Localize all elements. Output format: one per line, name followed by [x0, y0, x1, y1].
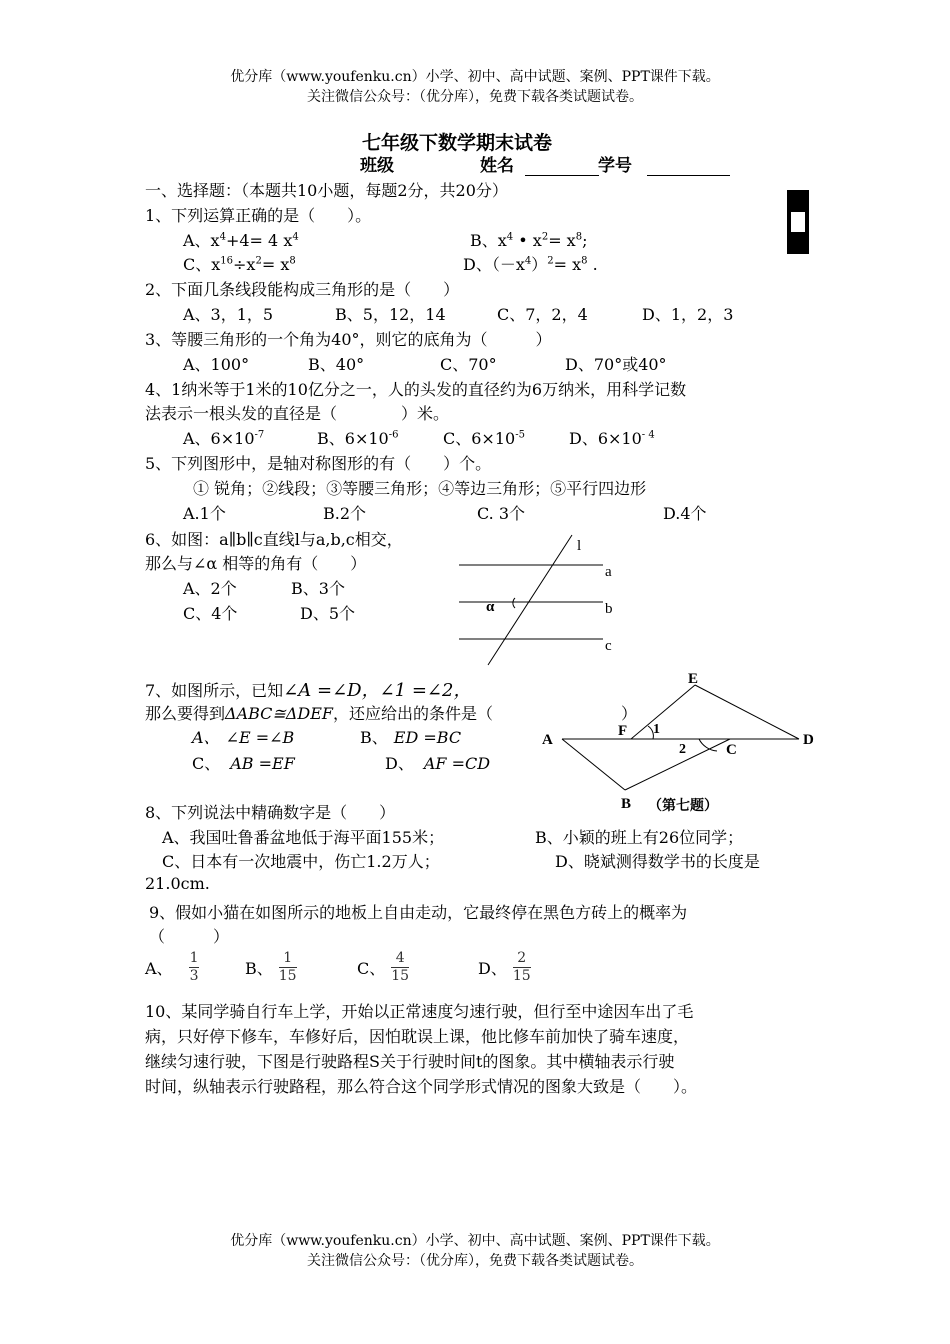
- line-l: [488, 535, 572, 665]
- q5-option-b: B.2个: [323, 504, 367, 523]
- label-b: b: [605, 601, 613, 617]
- q10-line-4: 时间，纵轴表示行驶路程，那么符合这个同学形式情况的图象大致是（ ）。: [145, 1077, 698, 1096]
- label-B: B: [621, 796, 632, 812]
- q7-option-b: B、 ED =BC: [360, 728, 462, 747]
- q3-option-c: C、70°: [440, 355, 497, 374]
- q9-option-a: A、 $\frac{1}{3}$: [145, 950, 199, 984]
- segment-ED: [695, 685, 799, 739]
- name-underline: [525, 175, 599, 176]
- q4-stem-2: 法表示一根头发的直径是（ ）米。: [145, 404, 450, 423]
- q6-option-c: C、4个: [183, 604, 238, 623]
- q8-option-b: B、小颖的班上有26位同学；: [535, 828, 744, 847]
- figure-caption: （第七题）: [648, 799, 718, 814]
- q6-option-d: D、5个: [300, 604, 356, 623]
- q4-option-d: D、$6\times 10^{- 4}$: [569, 429, 655, 448]
- q6-option-b: B、3个: [291, 579, 345, 598]
- q2-option-a: A、3，1，5: [183, 305, 274, 324]
- q3-option-d: D、70°或40°: [565, 355, 667, 374]
- label-2: 2: [679, 742, 686, 757]
- label-D: D: [803, 732, 814, 748]
- section-heading: 一、选择题：（本题共10小题，每题2分，共20分）: [145, 181, 508, 200]
- q9-option-b: B、 $\frac{1}{15}$: [245, 950, 297, 984]
- q4-option-c: C、$6\times 10^{-5}$: [443, 429, 525, 448]
- exam-title: 七年级下数学期末试卷: [362, 132, 553, 154]
- q10-line-2: 病，只好停下修车，车修好后，因怕耽误上课，他比修车前加快了骑车速度，: [145, 1027, 690, 1046]
- header-line-2: 关注微信公众号：（优分库），免费下载各类试题试卷。: [307, 89, 643, 105]
- q5-option-a: A.1个: [183, 504, 226, 523]
- q8-option-d: D、晓斌测得数学书的长度是: [555, 852, 760, 871]
- floor-tile-figure: [787, 190, 809, 254]
- label-c: c: [605, 638, 612, 654]
- segment-BC: [625, 739, 730, 790]
- q4-stem-1: 4、1纳米等于1米的10亿分之一，人的头发的直径约为6万纳米，用科学记数: [145, 380, 687, 399]
- q1-option-b: B、$x^4$ • $x^2= x^8$;: [470, 231, 588, 250]
- label-C: C: [726, 742, 737, 758]
- q1-option-a: A、$x^4+4= 4$ $x^4$: [183, 231, 299, 250]
- q9-stem-2: （ ）: [149, 927, 230, 946]
- q4-option-b: B、$6\times 10^{-6}$: [317, 429, 399, 448]
- q3-option-a: A、100°: [183, 355, 250, 374]
- q5-stem: 5、下列图形中，是轴对称图形的有（ ）个。: [145, 454, 492, 473]
- q2-option-c: C、7，2，4: [497, 305, 588, 324]
- q8-option-a: A、我国吐鲁番盆地低于海平面155米；: [162, 828, 445, 847]
- segment-AB: [562, 739, 625, 790]
- q9-stem-1: 9、假如小猫在如图所示的地板上自由走动，它最终停在黑色方砖上的概率为: [149, 903, 688, 922]
- q2-stem: 2、下面几条线段能构成三角形的是（ ）: [145, 280, 460, 299]
- q7-option-c: C、 AB =EF: [192, 754, 295, 773]
- alpha-arc: [513, 598, 515, 608]
- q1-stem: 1、下列运算正确的是（ ）。: [145, 206, 372, 225]
- label-F: F: [618, 723, 628, 739]
- segment-FE: [631, 685, 695, 739]
- q4-option-a: A、$6\times 10^{-7}$: [183, 429, 265, 448]
- q2-option-b: B、5，12，14: [335, 305, 446, 324]
- q8-option-d-cont: 21.0cm.: [145, 874, 210, 893]
- white-tile: [791, 212, 805, 232]
- q5-option-d: D.4个: [663, 504, 707, 523]
- class-label: 班级: [360, 156, 394, 176]
- q7-option-d: D、 AF =CD: [385, 754, 491, 773]
- q2-option-d: D、1，2，3: [642, 305, 734, 324]
- q10-line-1: 10、某同学骑自行车上学，开始以正常速度匀速行驶，但行至中途因车出了毛: [145, 1002, 694, 1021]
- q7-stem-1: 7、如图所示，已知∠A =∠D，∠1 =∠2，: [145, 680, 472, 701]
- label-alpha: α: [486, 599, 495, 615]
- q6-stem-1: 6、如图：a∥b∥c直线l与a,b,c相交，: [145, 530, 403, 549]
- q8-stem: 8、下列说法中精确数字是（ ）: [145, 803, 396, 822]
- q1-option-d: D、$(-x^4)^2= x^8$ .: [463, 255, 598, 274]
- header-line-1: 优分库（www.youfenku.cn）小学、初中、高中试题、案例、PPT课件下载。: [230, 69, 720, 85]
- q7-option-a: A、 ∠E =∠B: [192, 728, 295, 747]
- name-label: 姓名: [480, 156, 514, 176]
- q3-stem: 3、等腰三角形的一个角为40°，则它的底角为（ ）: [145, 330, 552, 349]
- id-underline: [647, 175, 730, 176]
- q7-stem-2: 那么要得到ΔABC≅ΔDEF，还应给出的条件是（ ）: [145, 704, 638, 723]
- label-l: l: [577, 538, 582, 554]
- q6-stem-2: 那么与∠α 相等的角有（ ）: [145, 554, 367, 573]
- q1-option-c: C、$x^{16}\div x^2= x^8$: [183, 255, 296, 274]
- id-label: 学号: [598, 156, 632, 176]
- label-1: 1: [653, 722, 660, 737]
- label-A: A: [542, 732, 553, 748]
- q8-option-c: C、日本有一次地震中，伤亡1.2万人；: [162, 852, 440, 871]
- q3-option-b: B、40°: [308, 355, 365, 374]
- footer-line-1: 优分库（www.youfenku.cn）小学、初中、高中试题、案例、PPT课件下载。: [230, 1233, 720, 1249]
- q10-line-3: 继续匀速行驶，下图是行驶路程S关于行驶时间t的图象。其中横轴表示行驶: [145, 1052, 675, 1071]
- q6-parallel-lines-figure: [440, 530, 630, 670]
- label-a: a: [605, 564, 612, 580]
- q7-triangle-figure: [535, 665, 830, 820]
- label-E: E: [688, 671, 699, 687]
- q9-option-d: D、 $\frac{2}{15}$: [478, 950, 531, 984]
- q6-option-a: A、2个: [183, 579, 237, 598]
- footer-line-2: 关注微信公众号：（优分库），免费下载各类试题试卷。: [307, 1253, 643, 1269]
- q5-option-c: C. 3个: [477, 504, 526, 523]
- q5-items: ① 锐角；②线段；③等腰三角形；④等边三角形；⑤平行四边形: [193, 479, 647, 498]
- q9-option-c: C、 $\frac{4}{15}$: [357, 950, 410, 984]
